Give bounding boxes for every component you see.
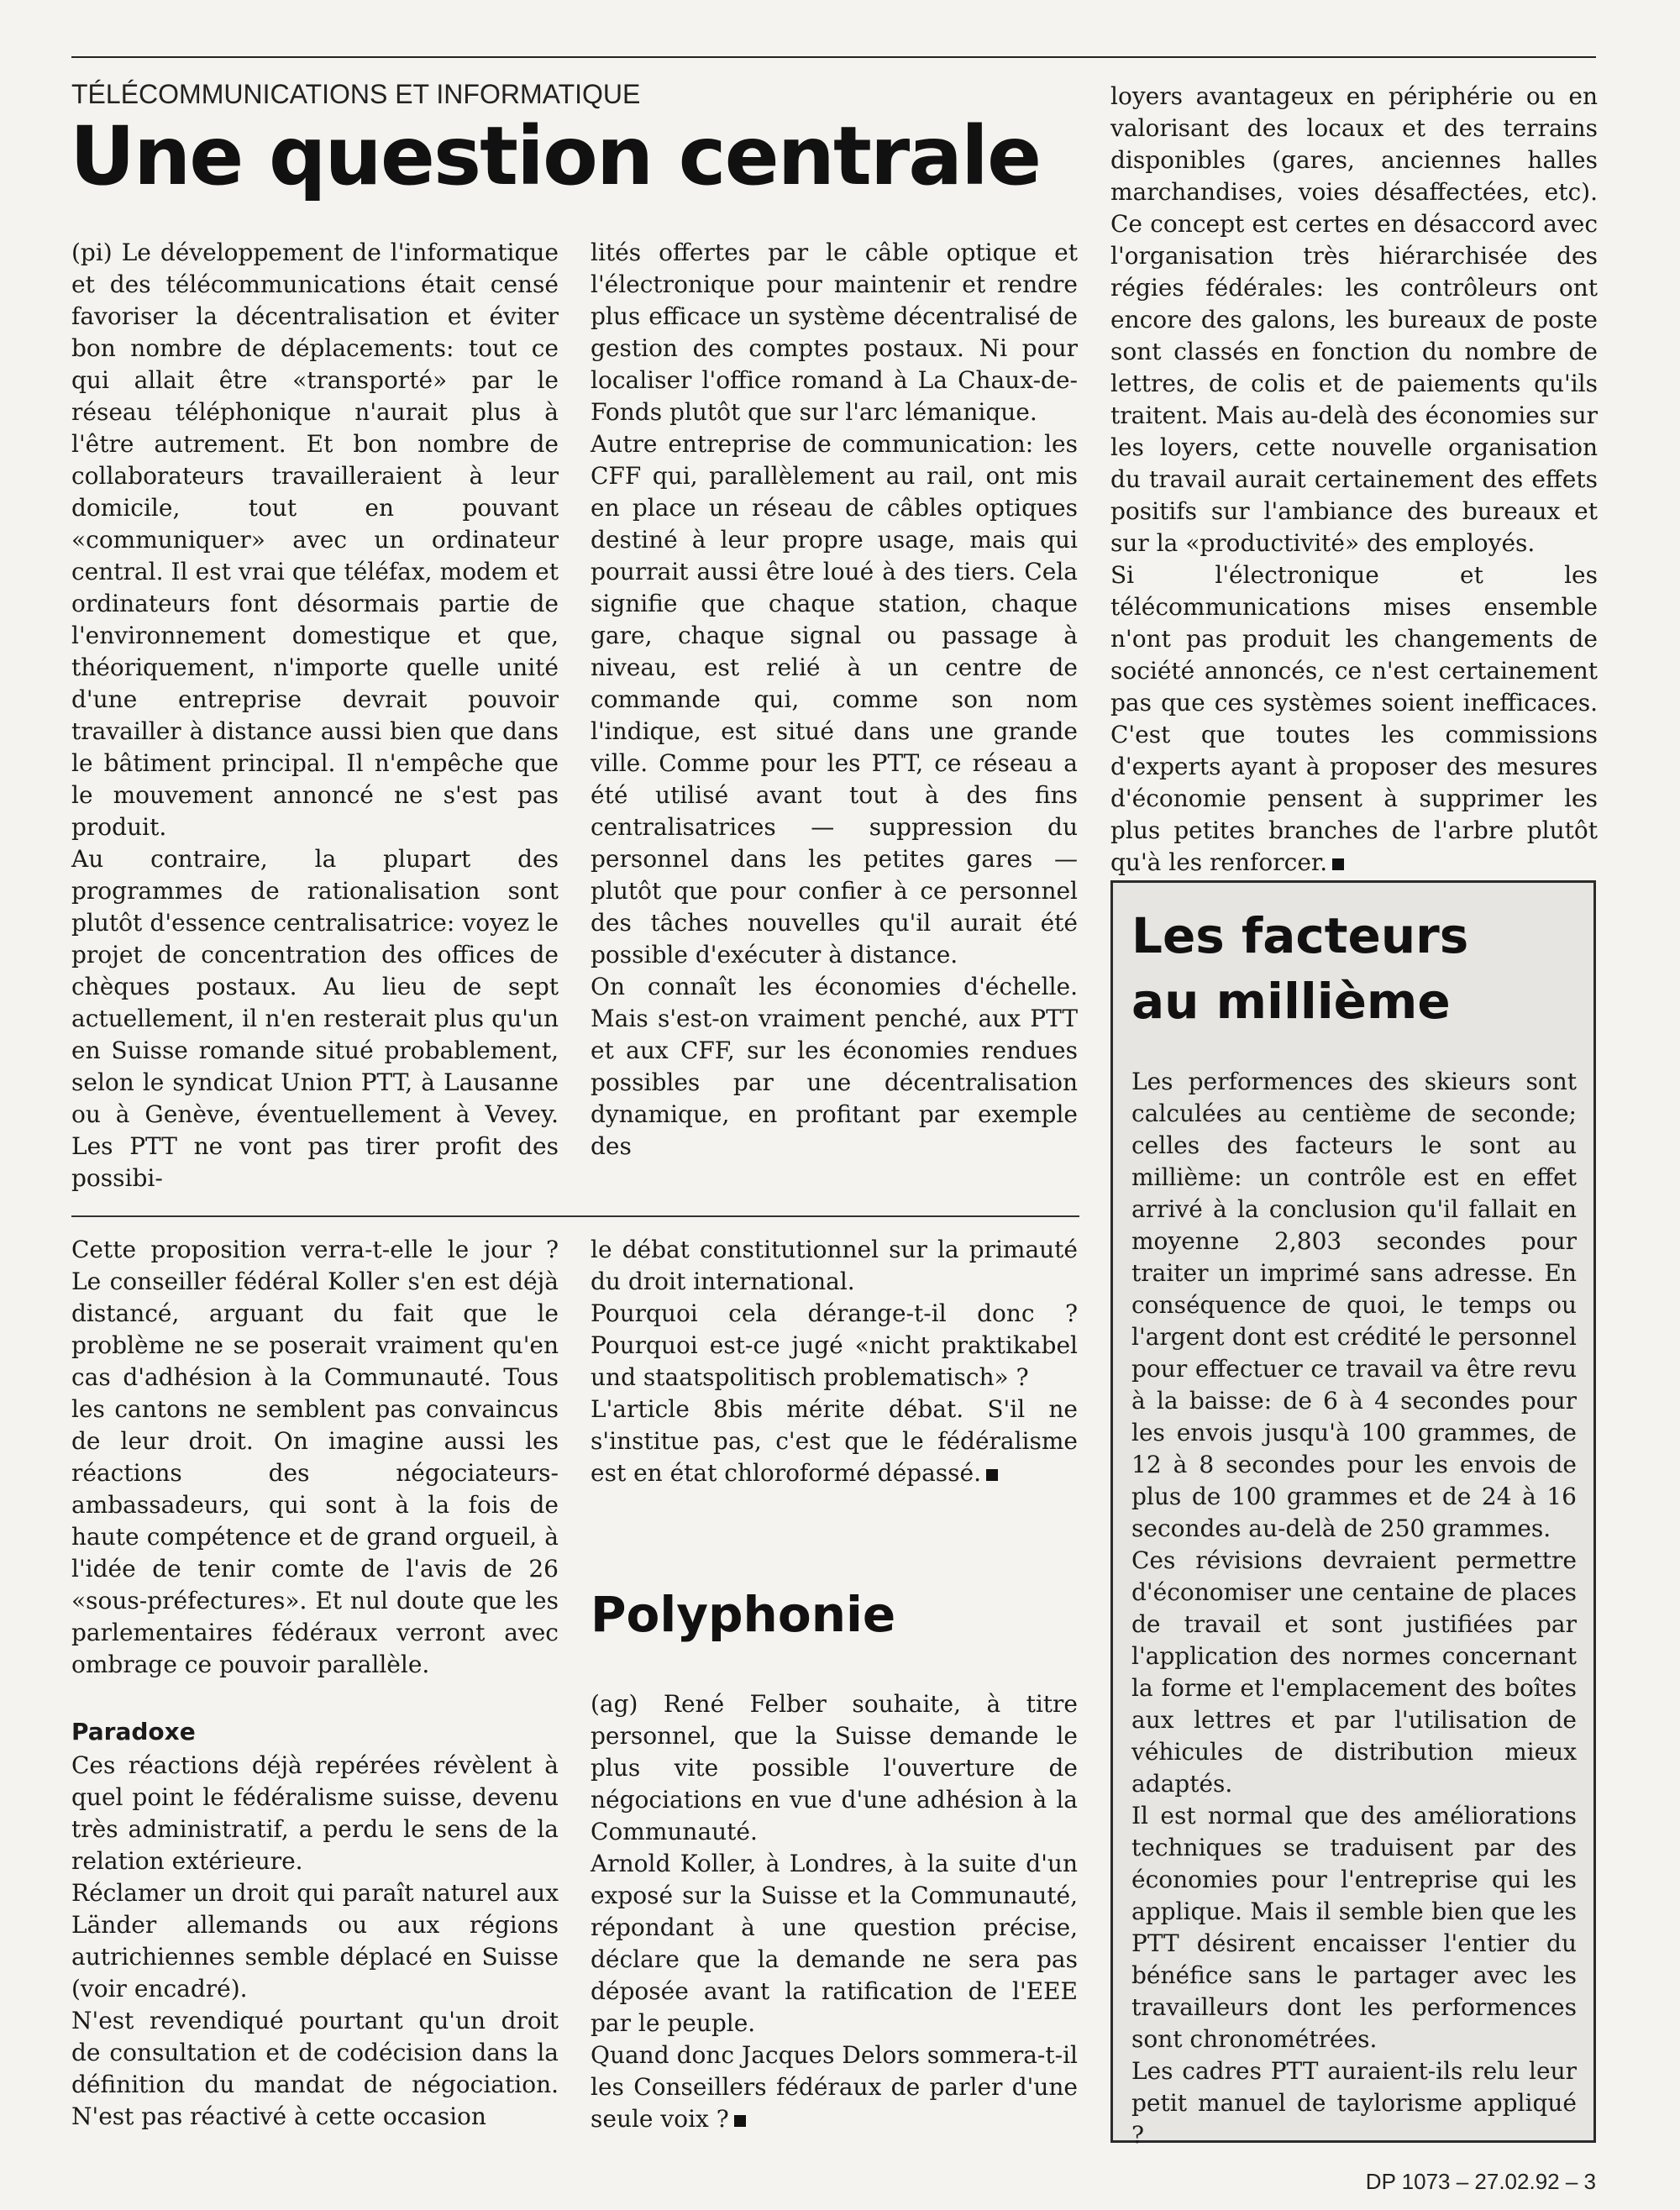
sidebar-title xyxy=(1131,903,1468,1034)
section-divider xyxy=(71,1215,1079,1217)
polyphonie-title: Polyphonie xyxy=(591,1586,896,1643)
end-mark-icon xyxy=(1332,858,1344,870)
article2-column-2 xyxy=(591,1234,1078,1489)
paragraph: Ces réactions déjà repérées révèlent à quel point le fédéralisme suisse, devenu très administratif, a perdu le sens de la relation extérieure. xyxy=(71,1751,559,1875)
sidebar-title-line-1: Les facteurs xyxy=(1131,907,1469,964)
paragraph-text: Quand donc Jacques Delors sommera-t-il les Conseillers fédéraux de parler d'une seule voix ? xyxy=(591,2041,1078,2133)
paragraph: Ces révisions devraient permettre d'économiser une centaine de places de travail et sont justifiées par l'application des normes concernant la forme et l'emplacement des boîtes aux lettres et par l'utilisation de véhicules de distribution mieux adaptés. xyxy=(1131,1546,1577,1798)
article1-column-1 xyxy=(71,237,559,1194)
end-mark-icon xyxy=(986,1469,998,1481)
top-rule xyxy=(71,56,1596,58)
paragraph: Autre entreprise de communication: les CFF qui, parallèlement au rail, ont mis en place un réseau de câbles optiques destiné à leur propre usage, mais qui pourrait aussi être loué à des tiers. Cela signifie que chaque station, chaque gare, chaque signal ou passage à niveau, est relié à un centre de commande qui, comme son nom l'indique, est situé dans une grande ville. Comme pour les PTT, ce réseau a été utilisé avant tout à des fins centralisatrices — suppression du personnel dans les petites gares — plutôt que pour confier à ce personnel des tâches nouvelles qu'il aurait été possible d'exécuter à distance. xyxy=(591,430,1078,969)
article1-column-3 xyxy=(1110,81,1598,879)
paragraph xyxy=(591,1394,1078,1489)
paragraph: (ag) René Felber souhaite, à titre personnel, que la Suisse demande le plus vite possible l'ouverture de négociations en vue d'une adhésion à la Communauté. xyxy=(591,1690,1078,1845)
paragraph xyxy=(1110,559,1598,879)
article1-column-2 xyxy=(591,237,1078,1163)
paragraph-text: L'article 8bis mérite débat. S'il ne s'institue pas, c'est que le fédéralisme est en état chloroformé dépassé. xyxy=(591,1395,1078,1487)
sidebar-box xyxy=(1110,880,1596,2149)
paragraph: Cette proposition verra-t-elle le jour ? Le conseiller fédéral Koller s'en est déjà distancé, arguant du fait que le problème ne se poserait vraiment qu'en cas d'adhésion à la Communauté. Tous les cantons ne semblent pas convaincus de leur droit. On imagine aussi les réactions des négociateurs-ambassadeurs, qui sont à la fois de haute compétence et de grand orgueil, à l'idée de tenir comte de l'avis de 26 «sous-préfectures». Et nul doute que les parlementaires fédéraux verront avec ombrage ce pouvoir parallèle. xyxy=(71,1236,559,1678)
paragraph xyxy=(591,2039,1078,2135)
paragraph: (pi) Le développement de l'informatique et des télécommunications était censé favoriser la décentralisation et éviter bon nombre de déplacements: tout ce qui allait être «transporté» par le réseau téléphonique n'aurait plus à l'être autrement. Et bon nombre de collaborateurs travailleraient à leur domicile, tout en pouvant «communiquer» avec un ordinateur central. Il est vrai que téléfax, modem et ordinateurs font désormais partie de l'environnement domestique et que, théoriquement, n'importe quelle unité d'une entreprise devrait pouvoir travailler à distance aussi bien que dans le bâtiment principal. Il n'empêche que le mouvement annoncé ne s'est pas produit. xyxy=(71,239,559,841)
paragraph: Réclamer un droit qui paraît naturel aux Länder allemands ou aux régions autrichiennes semble déplacé en Suisse (voir encadré). xyxy=(71,1879,559,2003)
polyphonie-body xyxy=(591,1688,1078,2135)
paragraph: Il est normal que des améliorations techniques se traduisent par des économies pour l'entreprise qui les applique. Mais il semble bien que les PTT désirent encaisser l'entier du bénéfice sans le partager avec les travailleurs dont les performences sont chronométrées. xyxy=(1131,1802,1577,2053)
paragraph: le débat constitutionnel sur la primauté du droit international. xyxy=(591,1236,1078,1295)
end-mark-icon xyxy=(734,2115,746,2127)
paragraph: Pourquoi cela dérange-t-il donc ? Pourquoi est-ce jugé «nicht praktikabel und staatspolitisch problematisch» ? xyxy=(591,1299,1078,1391)
paragraph: Au contraire, la plupart des programmes de rationalisation sont plutôt d'essence centralisatrice: voyez le projet de concentration des offices de chèques postaux. Au lieu de sept actuellement, il n'en resterait plus qu'un en Suisse romande situé probablement, selon le syndicat Union PTT, à Lausanne ou à Genève, éventuellement à Vevey. Les PTT ne vont pas tirer profit des possibi- xyxy=(71,845,559,1192)
paragraph: Les performences des skieurs sont calculées au centième de seconde; celles des facteurs le sont au millième: un contrôle est en effet arrivé à la conclusion qu'il fallait en moyenne 2,803 secondes pour traiter un imprimé sans adresse. En conséquence de quoi, le temps ou l'argent dont est crédité le personnel pour effectuer ce travail va être revu à la baisse: de 6 à 4 secondes pour les envois jusqu'à 100 grammes, de 12 à 8 secondes pour les envois de plus de 100 grammes et de 24 à 16 secondes au-delà de 250 grammes. xyxy=(1131,1068,1577,1542)
paragraph: On connaît les économies d'échelle. Mais s'est-on vraiment penché, aux PTT et aux CFF, sur les économies rendues possibles par une décentralisation dynamique, en profitant par exemple des xyxy=(591,973,1078,1160)
sidebar-title-line-2: au millième xyxy=(1131,973,1451,1030)
sidebar-body xyxy=(1131,1066,1577,2151)
section-kicker: TÉLÉCOMMUNICATIONS ET INFORMATIQUE xyxy=(71,79,641,109)
page-title: Une question centrale xyxy=(70,109,1041,203)
paragraph: Les cadres PTT auraient-ils relu leur petit manuel de taylorisme appliqué ? xyxy=(1131,2057,1577,2149)
page-folio: DP 1073 – 27.02.92 – 3 xyxy=(1365,2169,1596,2194)
paragraph: lités offertes par le câble optique et l'électronique pour maintenir et rendre plus efficace un système décentralisé de gestion des comptes postaux. Ni pour localiser l'office romand à La Chaux-de-Fonds plutôt que sur l'arc lémanique. xyxy=(591,239,1078,426)
paragraph-text: Si l'électronique et les télécommunications mises ensemble n'ont pas produit les changements de société annoncés, ce n'est certainement pas que ces systèmes soient inefficaces. C'est que toutes les commissions d'experts ayant à proposer des mesures d'économie pensent à supprimer les plus petites branches de l'arbre plutôt qu'à les renforcer. xyxy=(1110,561,1598,876)
paragraph: loyers avantageux en périphérie ou en valorisant des locaux et des terrains disponibles (gares, anciennes halles marchandises, voies désaffectées, etc). Ce concept est certes en désaccord avec l'organisation très hiérarchisée des régies fédérales: les contrôleurs ont encore des galons, les bureaux de poste sont classés en fonction du nombre de lettres, de colis et de paiements qu'ils traitent. Mais au-delà des économies sur les loyers, cette nouvelle organisation du travail aurait certainement des effets positifs sur l'ambiance des bureaux et sur la «productivité» des employés. xyxy=(1110,82,1598,557)
paragraph: N'est revendiqué pourtant qu'un droit de consultation et de codécision dans la définition du mandat de négociation. N'est pas réactivé à cette occasion xyxy=(71,2007,559,2130)
subhead-paradoxe: Paradoxe xyxy=(71,1718,196,1745)
article2-column-1 xyxy=(71,1234,559,2133)
paragraph: Arnold Koller, à Londres, à la suite d'un exposé sur la Suisse et la Communauté, répondant à une question précise, déclare que la demande ne sera pas déposée avant la ratification de l'EEE par le peuple. xyxy=(591,1850,1078,2037)
